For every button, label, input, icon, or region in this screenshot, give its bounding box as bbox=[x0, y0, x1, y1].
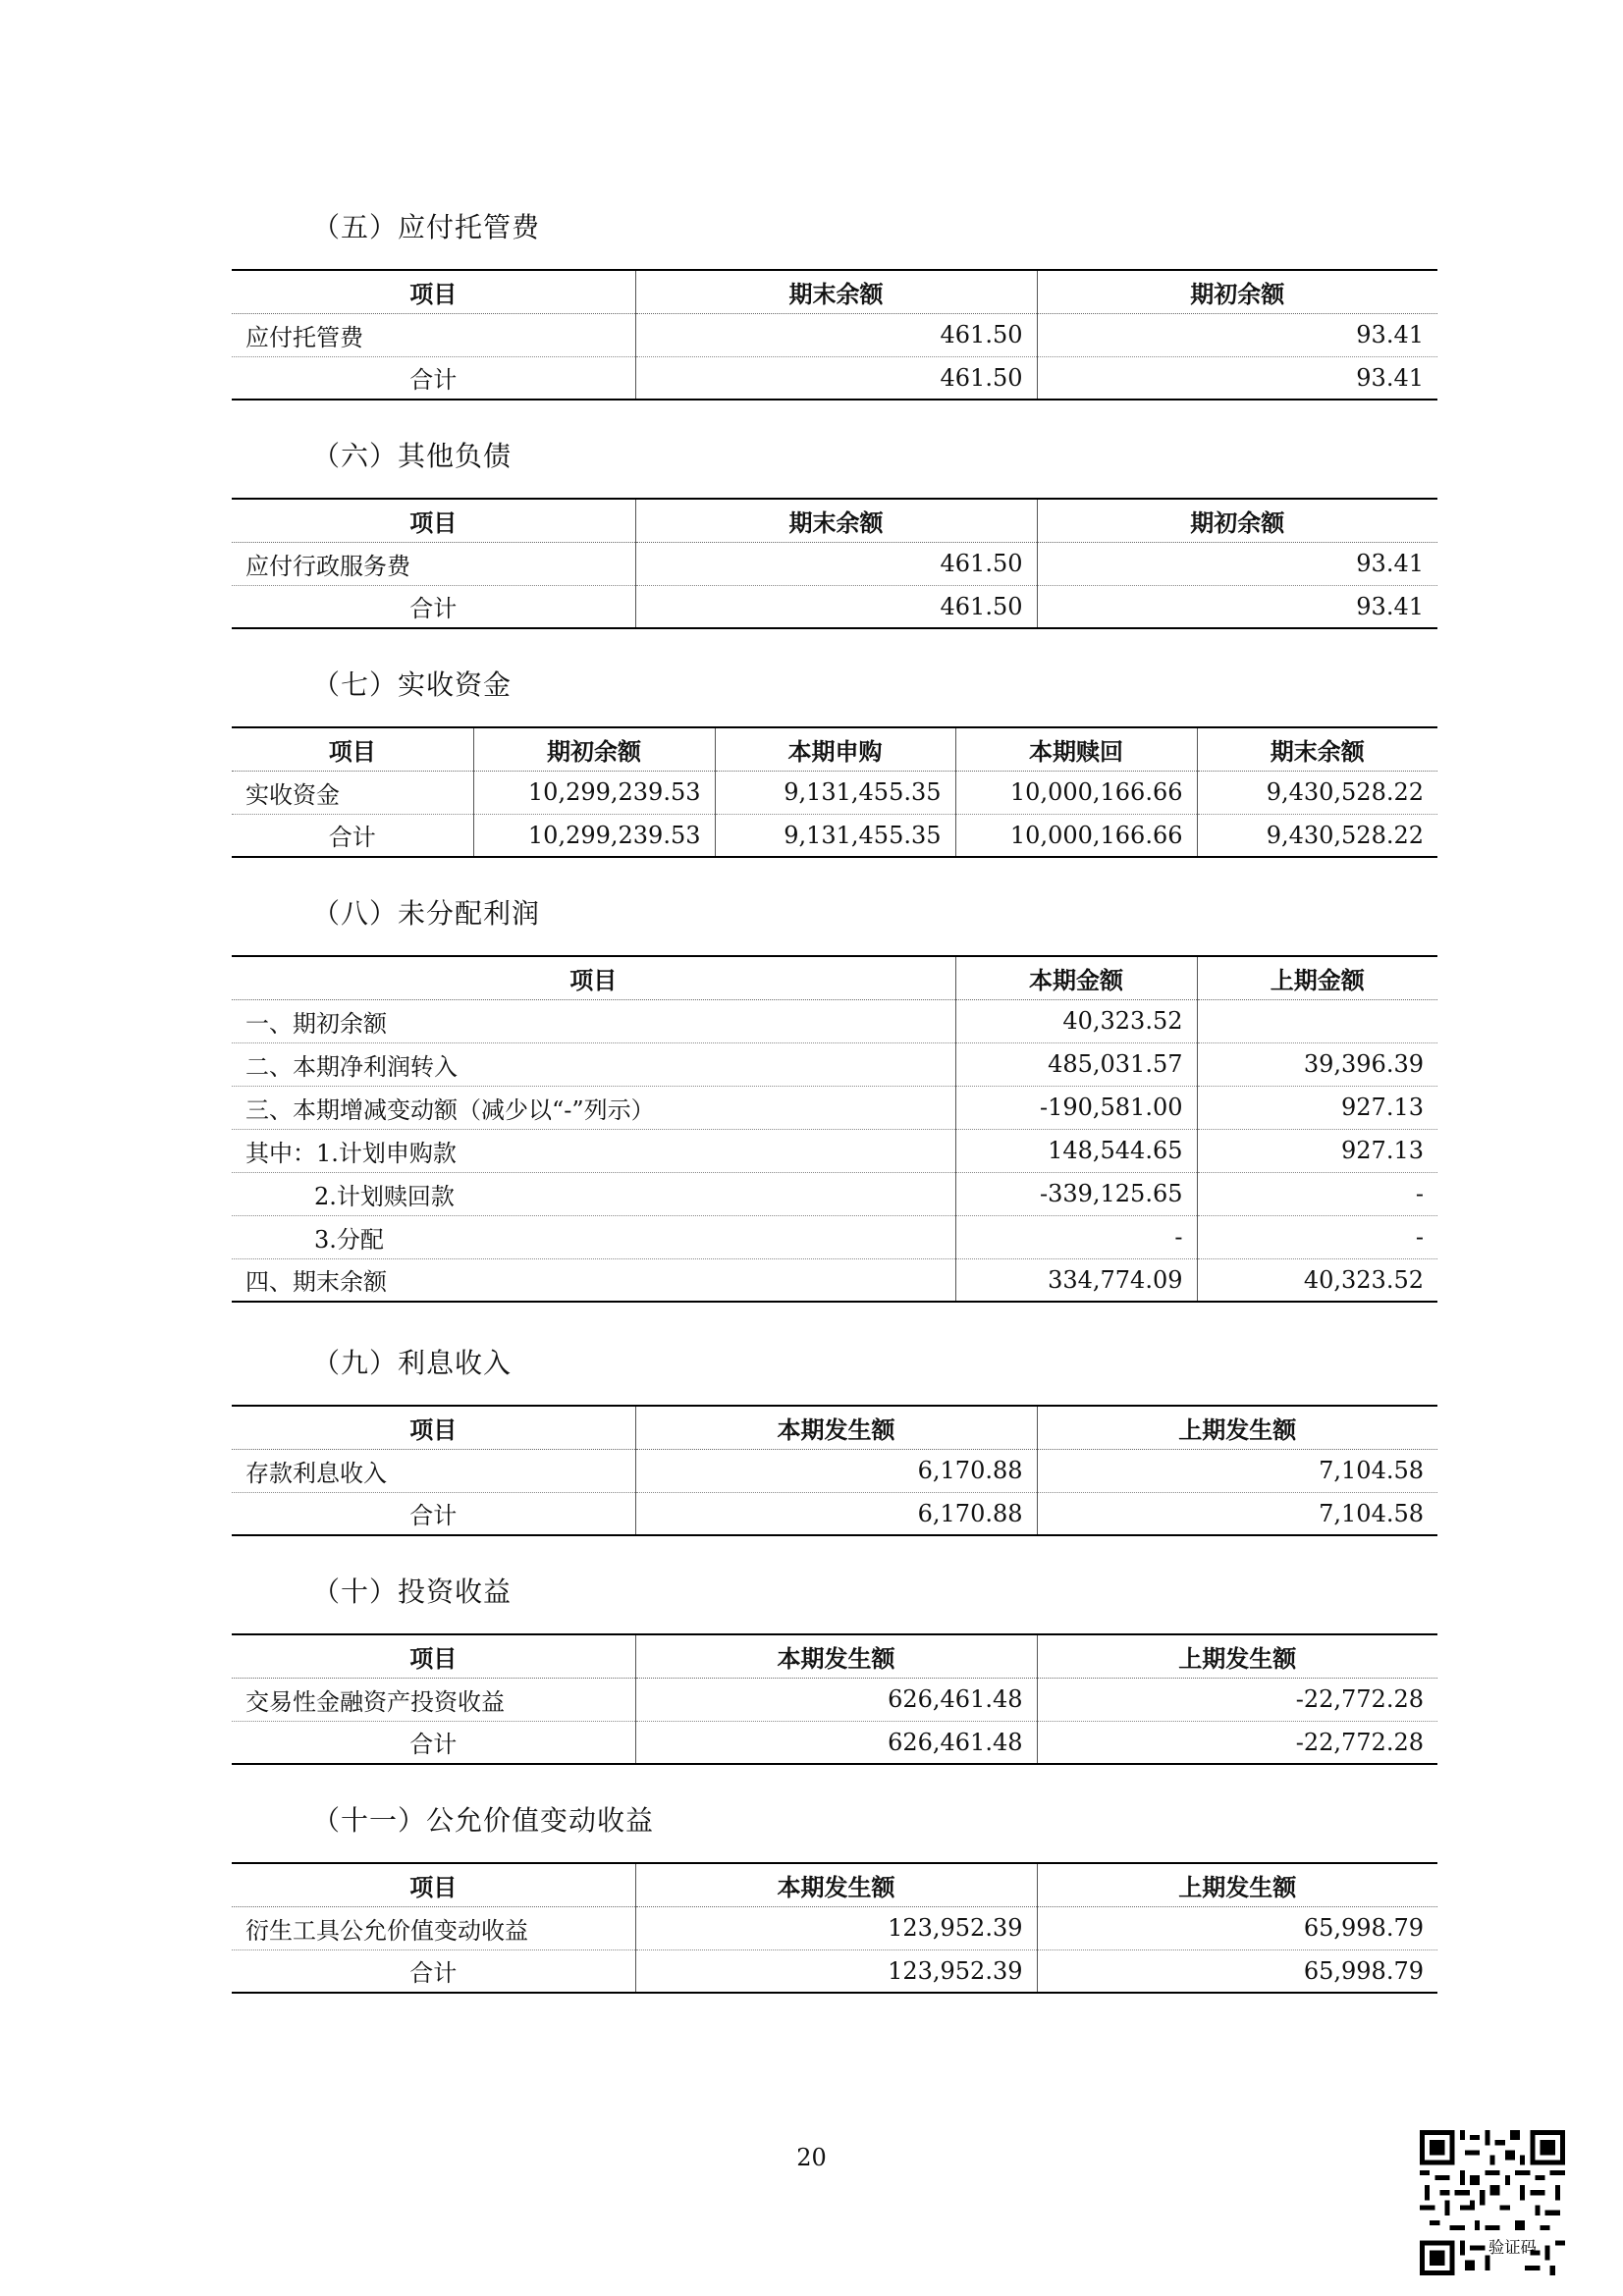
table-total-row bbox=[232, 1949, 1437, 1993]
cell-value: 93.41 bbox=[1037, 585, 1437, 628]
cell-value: 40,323.52 bbox=[1197, 1258, 1437, 1302]
table-total-row bbox=[232, 814, 1437, 857]
column-header: 本期发生额 bbox=[635, 1863, 1037, 1906]
table-header-row bbox=[232, 1863, 1437, 1906]
table-row bbox=[232, 313, 1437, 356]
column-header: 上期发生额 bbox=[1037, 1634, 1437, 1678]
column-header: 上期发生额 bbox=[1037, 1406, 1437, 1449]
investment-income-table bbox=[232, 1633, 1437, 1765]
table-row bbox=[232, 1129, 1437, 1172]
column-header: 期末余额 bbox=[635, 499, 1037, 542]
row-label: 存款利息收入 bbox=[232, 1449, 635, 1492]
qr-label: 验证码 bbox=[1488, 2238, 1537, 2258]
cell-value: 148,544.65 bbox=[955, 1129, 1197, 1172]
table-total-row bbox=[232, 585, 1437, 628]
column-header: 项目 bbox=[232, 727, 473, 771]
row-label: 3.分配 bbox=[232, 1215, 955, 1258]
table-row bbox=[232, 771, 1437, 814]
cell-value: 927.13 bbox=[1197, 1129, 1437, 1172]
section-title-other-liabilities: （六）其他负债 bbox=[312, 440, 513, 472]
cell-value: - bbox=[1197, 1215, 1437, 1258]
table-row bbox=[232, 1215, 1437, 1258]
table-row bbox=[232, 1449, 1437, 1492]
column-header: 上期发生额 bbox=[1037, 1863, 1437, 1906]
cell-value: -190,581.00 bbox=[955, 1086, 1197, 1129]
cell-value: 626,461.48 bbox=[635, 1678, 1037, 1721]
section-title-paid-in-capital: （七）实收资金 bbox=[312, 668, 513, 701]
paid-in-capital-table bbox=[232, 726, 1437, 858]
table-total-row bbox=[232, 1492, 1437, 1535]
column-header: 本期赎回 bbox=[955, 727, 1197, 771]
table-total-row bbox=[232, 1721, 1437, 1764]
row-label: 应付托管费 bbox=[232, 313, 635, 356]
table-total-row bbox=[232, 356, 1437, 400]
table-header-row bbox=[232, 270, 1437, 313]
cell-value: 927.13 bbox=[1197, 1086, 1437, 1129]
table-row bbox=[232, 1172, 1437, 1215]
cell-value: 40,323.52 bbox=[955, 999, 1197, 1042]
cell-value: 7,104.58 bbox=[1037, 1449, 1437, 1492]
table-header-row bbox=[232, 1634, 1437, 1678]
cell-value: 9,430,528.22 bbox=[1197, 771, 1437, 814]
table-header-row bbox=[232, 956, 1437, 999]
table-header-row bbox=[232, 499, 1437, 542]
row-label: 合计 bbox=[409, 1731, 458, 1759]
cell-value: 6,170.88 bbox=[635, 1492, 1037, 1535]
cell-value: 10,000,166.66 bbox=[955, 814, 1197, 857]
table-row bbox=[232, 1906, 1437, 1949]
cell-value: - bbox=[955, 1215, 1197, 1258]
row-label: 一、期初余额 bbox=[232, 999, 955, 1042]
page-number: 20 bbox=[796, 2144, 827, 2171]
row-label: 四、期末余额 bbox=[245, 1268, 387, 1297]
cell-value: 93.41 bbox=[1037, 542, 1437, 585]
cell-value: 6,170.88 bbox=[635, 1449, 1037, 1492]
section-title-custody-fee: （五）应付托管费 bbox=[312, 211, 541, 243]
cell-value: 65,998.79 bbox=[1037, 1949, 1437, 1993]
cell-value: 626,461.48 bbox=[635, 1721, 1037, 1764]
table-header-row bbox=[232, 727, 1437, 771]
cell-value: 461.50 bbox=[635, 356, 1037, 400]
column-header: 项目 bbox=[232, 270, 635, 313]
undistributed-profit-table bbox=[232, 955, 1437, 1303]
column-header: 本期申购 bbox=[715, 727, 955, 771]
cell-value: 485,031.57 bbox=[955, 1042, 1197, 1086]
table-row bbox=[232, 1086, 1437, 1129]
section-title-investment-income: （十）投资收益 bbox=[312, 1575, 513, 1608]
section-title-undistributed-profit: （八）未分配利润 bbox=[312, 897, 541, 930]
column-header: 项目 bbox=[232, 956, 955, 999]
cell-value: 461.50 bbox=[635, 542, 1037, 585]
column-header: 项目 bbox=[232, 1863, 635, 1906]
cell-value: -22,772.28 bbox=[1037, 1678, 1437, 1721]
cell-value: 9,131,455.35 bbox=[715, 814, 955, 857]
cell-value: 123,952.39 bbox=[635, 1906, 1037, 1949]
qr-code-icon[interactable] bbox=[1420, 2130, 1565, 2275]
column-header: 期初余额 bbox=[1037, 499, 1437, 542]
table-row bbox=[232, 542, 1437, 585]
column-header: 本期发生额 bbox=[635, 1634, 1037, 1678]
cell-value: 9,131,455.35 bbox=[715, 771, 955, 814]
row-label: 其中：1.计划申购款 bbox=[232, 1129, 955, 1172]
cell-value: 10,299,239.53 bbox=[473, 771, 715, 814]
column-header: 本期金额 bbox=[955, 956, 1197, 999]
table-row bbox=[232, 1678, 1437, 1721]
column-header: 项目 bbox=[232, 499, 635, 542]
table-row bbox=[232, 999, 1437, 1042]
custody-fee-table bbox=[232, 269, 1437, 400]
row-label: 二、本期净利润转入 bbox=[232, 1042, 955, 1086]
cell-value: 334,774.09 bbox=[955, 1258, 1197, 1302]
row-label: 实收资金 bbox=[232, 771, 473, 814]
cell-value: 461.50 bbox=[635, 313, 1037, 356]
section-title-interest-income: （九）利息收入 bbox=[312, 1347, 513, 1379]
row-label: 三、本期增减变动额（减少以“-”列示） bbox=[232, 1086, 955, 1129]
row-label: 衍生工具公允价值变动收益 bbox=[232, 1906, 635, 1949]
row-label: 交易性金融资产投资收益 bbox=[232, 1678, 635, 1721]
cell-value: -22,772.28 bbox=[1037, 1721, 1437, 1764]
row-label: 合计 bbox=[328, 824, 376, 852]
cell-value bbox=[1197, 999, 1437, 1042]
row-label: 合计 bbox=[409, 366, 458, 395]
section-title-fair-value: （十一）公允价值变动收益 bbox=[312, 1804, 655, 1837]
column-header: 期初余额 bbox=[473, 727, 715, 771]
fair-value-table bbox=[232, 1862, 1437, 1994]
column-header: 本期发生额 bbox=[635, 1406, 1037, 1449]
table-row bbox=[232, 1042, 1437, 1086]
row-label: 合计 bbox=[409, 1502, 458, 1530]
column-header: 期末余额 bbox=[1197, 727, 1437, 771]
cell-value: - bbox=[1197, 1172, 1437, 1215]
row-label: 合计 bbox=[409, 595, 458, 623]
cell-value: 93.41 bbox=[1037, 313, 1437, 356]
column-header: 项目 bbox=[232, 1406, 635, 1449]
row-label: 2.计划赎回款 bbox=[232, 1172, 955, 1215]
column-header: 上期金额 bbox=[1197, 956, 1437, 999]
cell-value: 65,998.79 bbox=[1037, 1906, 1437, 1949]
row-label: 合计 bbox=[409, 1959, 458, 1988]
other-liabilities-table bbox=[232, 498, 1437, 629]
cell-value: 461.50 bbox=[635, 585, 1037, 628]
cell-value: 10,000,166.66 bbox=[955, 771, 1197, 814]
cell-value: 10,299,239.53 bbox=[473, 814, 715, 857]
interest-income-table bbox=[232, 1405, 1437, 1536]
column-header: 项目 bbox=[232, 1634, 635, 1678]
table-row bbox=[232, 1258, 1437, 1302]
table-header-row bbox=[232, 1406, 1437, 1449]
column-header: 期末余额 bbox=[635, 270, 1037, 313]
column-header: 期初余额 bbox=[1037, 270, 1437, 313]
cell-value: 123,952.39 bbox=[635, 1949, 1037, 1993]
cell-value: 93.41 bbox=[1037, 356, 1437, 400]
cell-value: -339,125.65 bbox=[955, 1172, 1197, 1215]
cell-value: 7,104.58 bbox=[1037, 1492, 1437, 1535]
row-label: 应付行政服务费 bbox=[232, 542, 635, 585]
cell-value: 9,430,528.22 bbox=[1197, 814, 1437, 857]
cell-value: 39,396.39 bbox=[1197, 1042, 1437, 1086]
